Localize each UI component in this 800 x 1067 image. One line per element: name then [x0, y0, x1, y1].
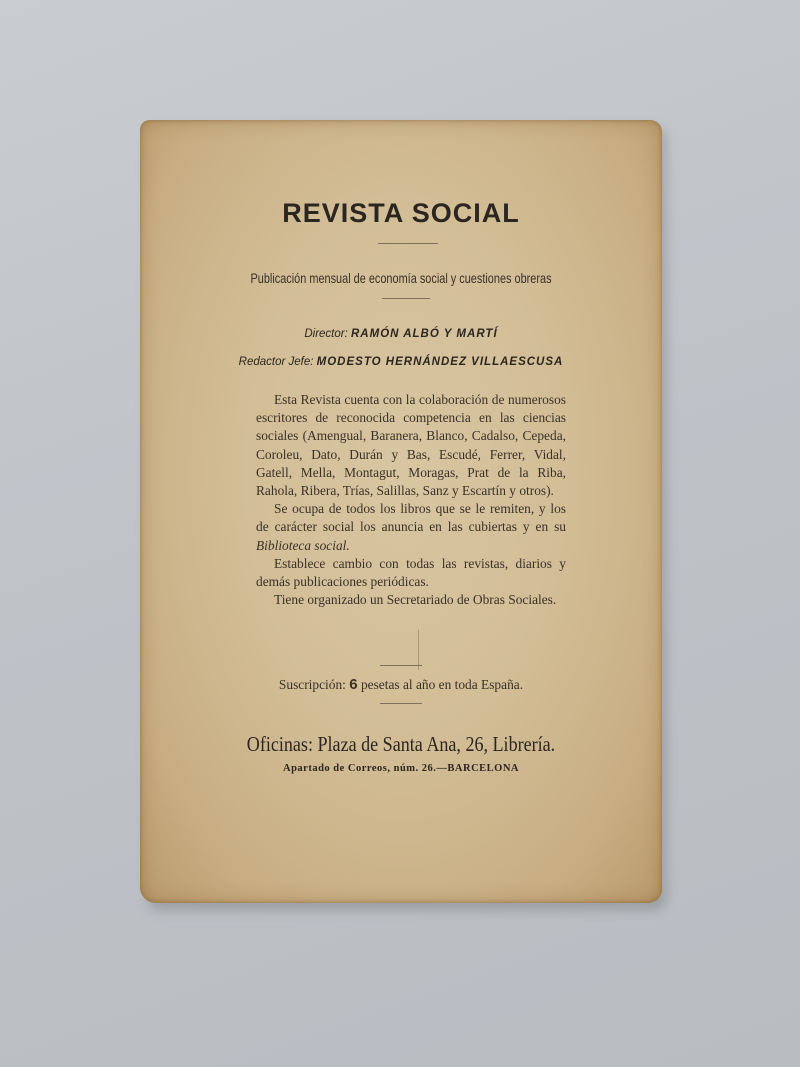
director-role: Director: — [304, 328, 348, 340]
paragraph-collaborators: Esta Revista cuenta con la colaboración de numerosos escritores de reconocida competencia en las ciencias sociales (Amengual, Baranera, Blanco, Cadalso, Cepeda, Coroleu, Dato, Durán y Bas, Escudé, Ferrer, Vidal, Gatell, Mella, Montagut, Moragas, Prat de la Riba, Rahola, Ribera, Trías, Salillas, Sanz y Escartín y otros). — [256, 392, 566, 499]
description-text — [256, 391, 566, 609]
biblioteca-social: Biblioteca social. — [256, 537, 350, 553]
director-line — [140, 328, 662, 340]
subscription-divider-bottom — [380, 703, 422, 704]
title-divider — [378, 243, 438, 244]
offices-address: Oficinas: Plaza de Santa Ana, 26, Librería. — [246, 732, 556, 756]
paragraph-exchange: Establece cambio con todas las revistas, diarios y demás publicaciones periódicas. — [256, 555, 566, 590]
subscription-divider-top — [380, 665, 422, 666]
subtitle-divider — [382, 298, 430, 299]
paper-crease — [418, 630, 419, 670]
postal-box: Apartado de Correos, núm. 26.—BARCELONA — [282, 763, 520, 774]
editor-role: Redactor Jefe: — [238, 356, 314, 368]
magazine-subtitle: Publicación mensual de economía social y cuestiones obreras — [250, 270, 552, 286]
magazine-back-cover — [140, 120, 662, 903]
paragraph-books: Se ocupa de todos los libros que se le remiten, y los de carácter social los anuncia en las cubiertas y en su Biblioteca social. — [256, 501, 566, 553]
editor-name: MODESTO HERNÁNDEZ VILLAESCUSA — [316, 356, 564, 368]
director-name: RAMÓN ALBÓ Y MARTÍ — [351, 328, 498, 340]
subscription-price: 6 — [349, 676, 358, 693]
subscription-line: Suscripción: 6 pesetas al año en toda España. — [278, 676, 524, 693]
paragraph-secretariat: Tiene organizado un Secretariado de Obras Sociales. — [274, 592, 557, 608]
editor-line — [140, 356, 662, 368]
magazine-title: REVISTA SOCIAL — [282, 198, 520, 228]
